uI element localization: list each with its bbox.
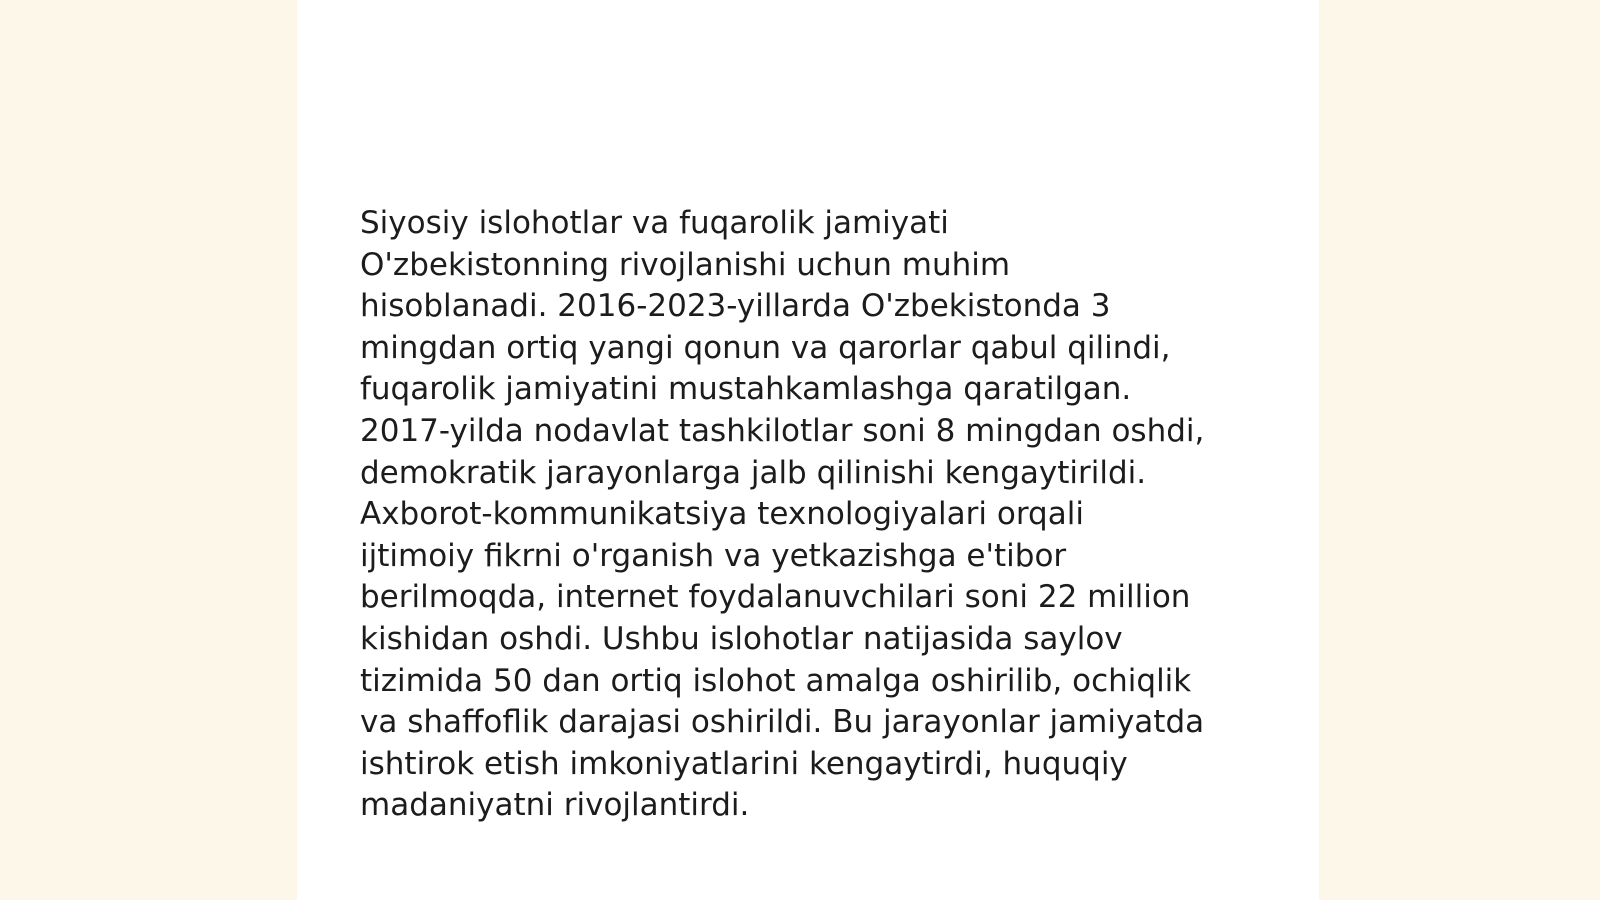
document-page xyxy=(297,0,1319,900)
body-paragraph: Siyosiy islohotlar va fuqarolik jamiyati O'zbekistonning rivojlanishi uchun muhim hisoblanadi. 2016-2023-yillarda O'zbekistonda 3 mingdan ortiq yangi qonun va qarorlar qabul qilindi, fuqarolik jamiyatini mustahkamlashga qaratilgan. 2017-yilda nodavlat tashkilotlar soni 8 mingdan oshdi, demokratik jarayonlarga jalb qilinishi kengaytirildi. Axborot-kommunikatsiya texnologiyalari orqali ijtimoiy fikrni o'rganish va yetkazishga e'tibor berilmoqda, internet foydalanuvchilari soni 22 million kishidan oshdi. Ushbu islohotlar natijasida saylov tizimida 50 dan ortiq islohot amalga oshirilib, ochiqlik va shaffoflik darajasi oshirildi. Bu jarayonlar jamiyatda ishtirok etish imkoniyatlarini kengaytirdi, huquqiy madaniyatni rivojlantirdi. xyxy=(360,205,1205,824)
